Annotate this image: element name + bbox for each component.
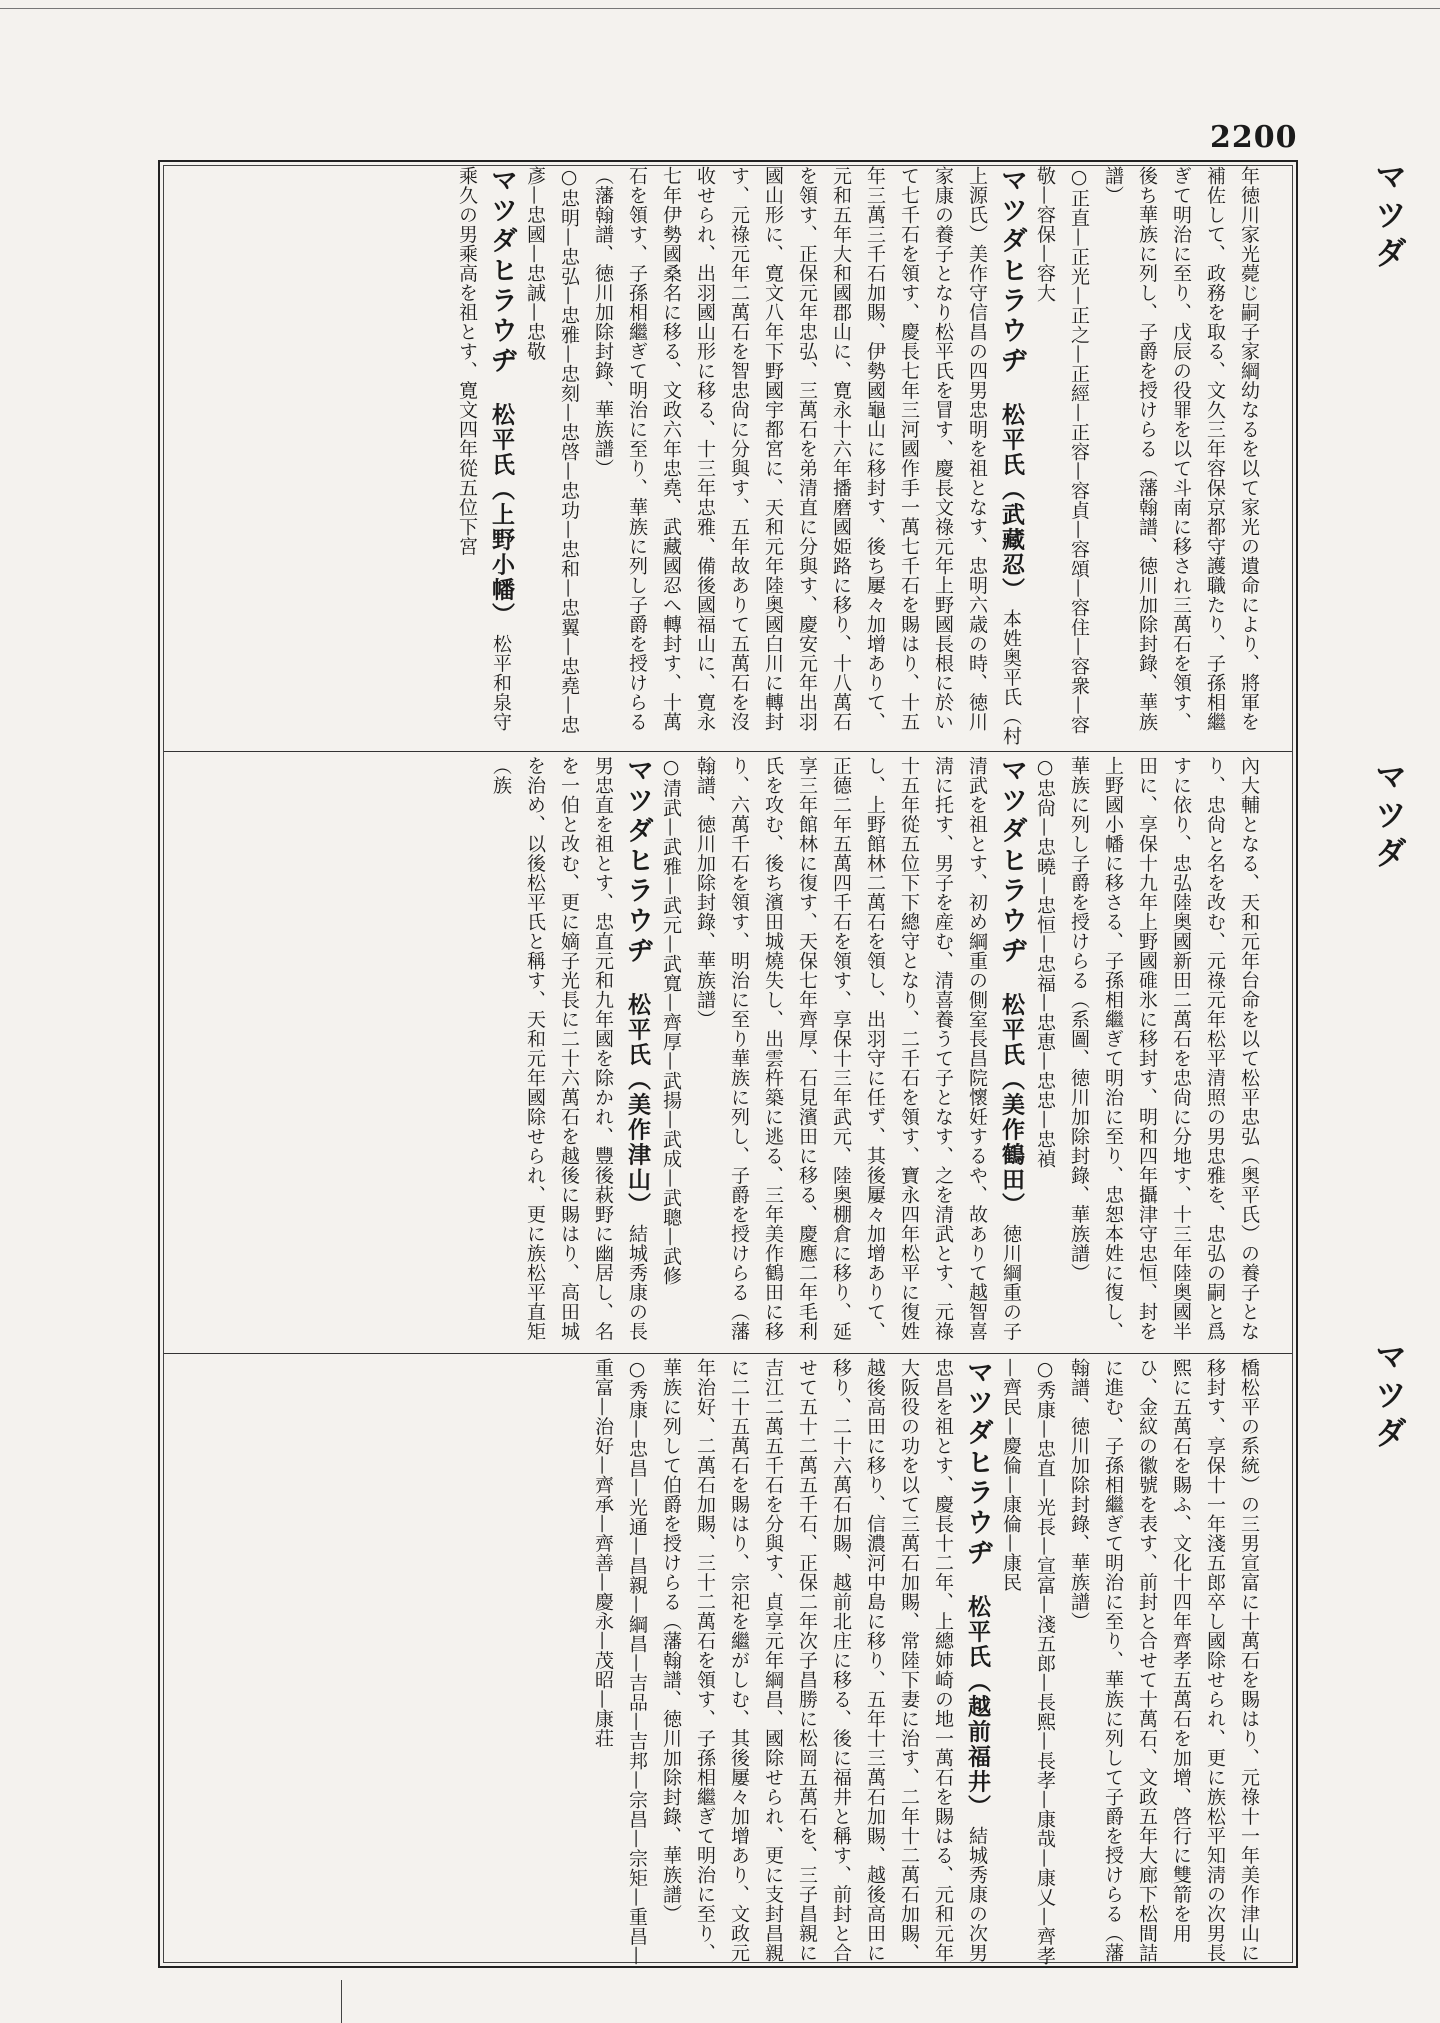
- entry-heading: マツダヒラウヂ: [622, 756, 653, 966]
- entry-clan: 松平氏（越前福井）: [964, 1594, 991, 1820]
- entry-text: 年徳川家光薨じ嗣子家綱幼なるを以て家光の遺命により、將軍を補佐して、政務を取る、文久三年容保京都守護職たり、子孫相繼ぎて明治に至り、戊辰の役罪を以て斗南に移され三萬石を領す、後ち華族に列し、子爵を授けらる（藩翰譜、徳川加除封錄、華族譜）: [1102, 166, 1260, 732]
- tier-middle-text: [346, 756, 1266, 1348]
- genealogy-tree: ○正直—正光—正之—正經—正容—容貞—容頌—容住—容衆—容敬—容保—容大: [1034, 166, 1090, 735]
- entry-clan: 松平氏（上野小幡）: [488, 402, 515, 628]
- entry-clan: 松平氏（美作津山）: [624, 992, 651, 1218]
- genealogy-tree: ○忠尙—忠曉—忠恒—忠福—忠恵—忠忠—忠禎: [1034, 756, 1056, 1169]
- entry-clan: 松平氏（美作鶴田）: [998, 992, 1025, 1218]
- margin-label-top: マツダ: [1370, 160, 1408, 274]
- entry-clan: 松平氏（武藏忍）: [998, 402, 1025, 603]
- margin-label-middle: マツダ: [1370, 760, 1408, 874]
- entry-text: 松平和泉守乘久の男乘高を祖とす、寛文四年從五位下宮: [456, 166, 512, 732]
- tier-middle-column: [346, 756, 1266, 1348]
- entry-heading: マツダヒラウヂ: [996, 756, 1027, 966]
- tier-bottom-column: [346, 1358, 1266, 1974]
- page-frame: [158, 160, 1298, 1968]
- entry-heading: マツダヒラウヂ: [996, 166, 1027, 376]
- page-frame-inner: [163, 165, 1293, 1966]
- tier-divider: [164, 751, 1292, 752]
- entry-heading: マツダヒラウヂ: [486, 166, 517, 376]
- tier-middle: [164, 756, 1292, 1348]
- genealogy-tree: ○忠明—忠弘—忠雅—忠刻—忠啓—忠功—忠和—忠翼—忠堯—忠彥—忠國—忠誠—忠敬: [524, 166, 580, 735]
- entry-text: 內大輔となる、天和元年台命を以て松平忠弘（奥平氏）の養子となり、忠尙と名を改む、元祿元年松平清照の男忠雅を、忠弘の嗣と爲すに依り、忠弘陸奥國新田二萬石を忠尙に分地す、十三年陸奥國半田に、享保十九年上野國碓氷に移封す、明和四年攝津守忠恒、封を上野國小幡に移さる、子孫相繼ぎて明治に至り、忠恕本姓に復し、華族に列し子爵を授けらる（系圖、徳川加除封錄、華族譜）: [1068, 756, 1260, 1341]
- entry-text: 結城秀康の次男忠昌を祖とす、慶長十二年、上總姉崎の地一萬石を賜はる、元和元年大阪役の功を以て三萬石加賜、常陸下妻に治す、二年十二萬石加賜、越後高田に移り、信濃河中島に移り、五年十三萬石加賜、越後高田に移り、二十六萬石加賜、越前北庄に移る、後に福井と稱す、前封と合せて五十二萬五千石、正保二年次子昌勝に松岡五萬石を、三子昌親に吉江二萬五千石を分與す、貞享元年綱昌、國除せられ、更に支封昌親に二十五萬石を賜はり、宗祀を繼がしむ、其後屢々加增あり、文政元年治好、二萬石加賜、三十二萬石を領す、子孫相繼ぎて明治に至り、華族に列して伯爵を授けらる（藩翰譜、徳川加除封錄、華族譜）: [660, 1358, 988, 1963]
- page-number: 2200: [1210, 120, 1298, 155]
- tier-bottom-text: [346, 1358, 1266, 1974]
- entry-text: 橋松平の系統）の三男宣富に十萬石を賜はり、元祿十一年美作津山に移封す、享保十一年淺五郎卒し國除せられ、更に族松平知淸の次男長熙に五萬石を賜ふ、文化十四年齊孝五萬石を加增、啓行に雙箭を用ひ、金紋の徽號を表す、前封と合せて十萬石、文政五年大廊下松間詰に進む、子孫相繼ぎて明治に至り、華族に列して子爵を授けらる（藩翰譜、徳川加除封錄、華族譜）: [1068, 1358, 1260, 1963]
- entry-heading: マツダヒラウヂ: [962, 1358, 993, 1568]
- tier-bottom: [164, 1358, 1292, 1974]
- tier-divider: [164, 1353, 1292, 1354]
- tier-top-column: [346, 166, 1266, 746]
- tier-top-text: [346, 166, 1266, 746]
- binding-mark: [341, 1980, 342, 2023]
- top-rule: [0, 8, 1440, 9]
- genealogy-tree: ○秀康—忠昌—光通—昌親—綱昌—吉品—吉邦—宗昌—宗矩—重昌—重富—治好—齊承—齊善—慶永—茂昭—康荘: [592, 1358, 648, 1966]
- genealogy-tree: ○秀康—忠直—光長—宣富—淺五郎—長熙—長孝—康哉—康乂—齊孝—齊民—慶倫—康倫—康民: [1000, 1358, 1056, 1966]
- margin-label-bottom: マツダ: [1370, 1340, 1408, 1454]
- entry-text: 徳川綱重の子清武を祖とす、初め綱重の側室長昌院懷妊するや、故ありて越智喜淸に托す、男子を産む、清喜養うて子となす、之を清武とす、元祿十五年從五位下下總守となり、二千石を領す、寶永四年松平に復姓し、上野館林二萬石を領し、出羽守に任ず、其後屢々加增ありて、正德二年五萬四千石を領す、享保十三年武元、陸奥棚倉に移り、延享三年館林に復す、天保七年齊厚、石見濱田に移る、慶應二年毛利氏を攻む、後ち濱田城燒失し、出雲杵築に逃る、三年美作鶴田に移り、六萬千石を領す、明治に至り華族に列し、子爵を授けらる（藩翰譜、徳川加除封錄、華族譜）: [694, 756, 1022, 1341]
- entry-text: 結城秀康の長男忠直を祖とす、忠直元和九年國を除かれ、豐後萩野に幽居し、名を一伯と改む、更に嫡子光長に二十六萬石を越後に賜はり、高田城を治め、以後松平氏と稱す、天和元年國除せられ、更に族松平直矩（族: [490, 756, 648, 1341]
- entry-text: 本姓奥平氏（村上源氏）美作守信昌の四男忠明を祖となす、忠明六歳の時、徳川家康の養子となり松平氏を冒す、慶長文祿元年上野國長根に於いて七千石を領す、慶長七年三河國作手一萬七千石を賜はり、十五年三萬三千石加賜、伊勢國龜山に移封す、後ち屢々加增ありて、元和五年大和國郡山に、寛永十六年播磨國姫路に移り、十八萬石を領す、正保元年忠弘、三萬石を弟清直に分與す、慶安元年出羽國山形に、寛文八年下野國宇都宮に、天和元年陸奥國白川に轉封す、元祿元年二萬石を智忠尙に分與す、五年故ありて五萬石を沒收せられ、出羽國山形に移る、十三年忠雅、備後國福山に、寛永七年伊勢國桑名に移る、文政六年忠堯、武藏國忍へ轉封す、十萬石を領す、子孫相繼ぎて明治に至り、華族に列し子爵を授けらる（藩翰譜、徳川加除封錄、華族譜）: [592, 166, 1022, 746]
- genealogy-tree: ○清武—武雅—武元—武寬—齊厚—武揚—武成—武聰—武修: [660, 756, 682, 1286]
- tier-top: [164, 166, 1292, 746]
